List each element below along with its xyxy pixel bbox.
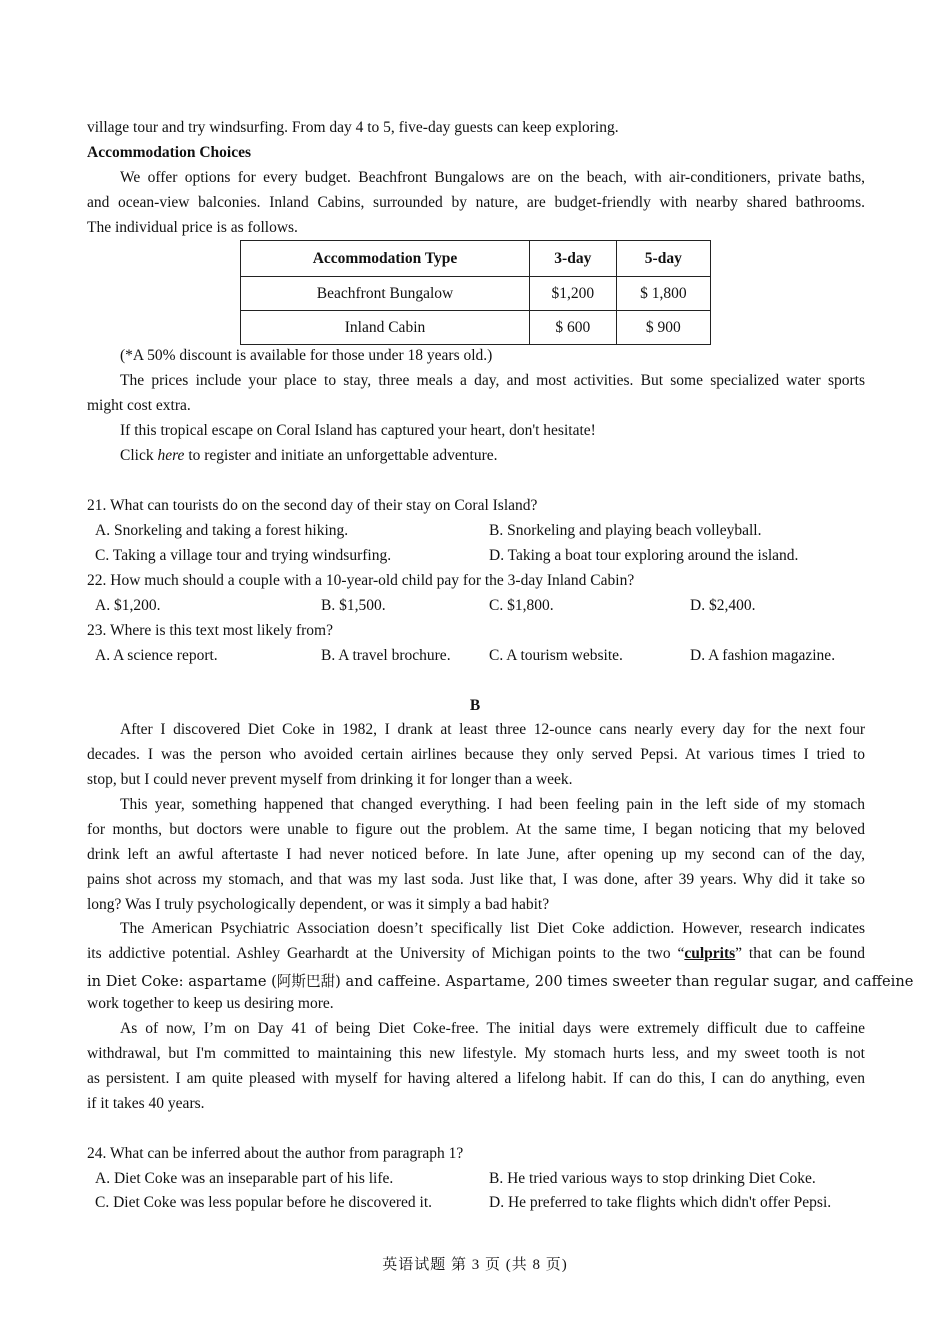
register-link[interactable]: here <box>157 447 185 464</box>
passage-b-line: After I discovered Diet Coke in 1982, I drank at least three 12-ounce cans nearly every day for the next four <box>120 721 865 738</box>
passage-b-line: work together to keep us desiring more. <box>87 995 334 1012</box>
passage-a-intro-tail: village tour and try windsurfing. From day 4 to 5, five-day guests can keep exploring. <box>87 119 619 136</box>
passage-b-label: B <box>469 697 481 714</box>
passage-b-line: long? Was I truly psychologically dependent, or was it simply a bad habit? <box>87 896 550 913</box>
click-suffix: to register and initiate an unforgettable adventure. <box>184 447 498 464</box>
price-table <box>240 240 711 345</box>
passage-b-line: drink left an awful aftertaste I had never noticed before. In late June, after opening up my second can of the day, <box>87 846 865 863</box>
question-21-stem: 21. What can tourists do on the second day of their stay on Coral Island? <box>87 497 538 514</box>
accommodation-text-line: and ocean-view balconies. Inland Cabins, surrounded by nature, are budget-friendly with nearby shared bathrooms. <box>87 194 865 211</box>
passage-b-line: withdrawal, but I'm committed to maintaining this new lifestyle. My stomach hurts less, and my sweet tooth is not <box>87 1045 865 1062</box>
passage-b-line: in Diet Coke: aspartame (阿斯巴甜) and caffeine. Aspartame, 200 times sweeter than regular sugar, and caffeine <box>87 973 914 990</box>
passage-b-line: stop, but I could never prevent myself from drinking it for longer than a week. <box>87 771 573 788</box>
header-cell: 3-day <box>530 241 617 277</box>
question-24-option-a[interactable]: A. Diet Coke was an inseparable part of his life. <box>95 1170 394 1187</box>
p3-l2-post: ” that can be found <box>735 945 865 962</box>
passage-b-line <box>87 945 865 963</box>
question-21-option-a[interactable]: A. Snorkeling and taking a forest hiking. <box>95 522 349 539</box>
question-22-option-b[interactable]: B. $1,500. <box>321 597 386 614</box>
accommodation-heading: Accommodation Choices <box>87 144 252 161</box>
question-24-option-c[interactable]: C. Diet Coke was less popular before he discovered it. <box>95 1194 433 1211</box>
question-21-option-b[interactable]: B. Snorkeling and playing beach volleyball. <box>489 522 762 539</box>
table-header-row <box>241 241 711 277</box>
question-23-option-c[interactable]: C. A tourism website. <box>489 647 623 664</box>
click-prefix: Click <box>120 447 158 464</box>
table-cell: $ 900 <box>616 311 710 345</box>
passage-b-line: As of now, I’m on Day 41 of being Diet Coke-free. The initial days were extremely difficult due to caffeine <box>120 1020 865 1037</box>
passage-b-line: if it takes 40 years. <box>87 1095 205 1112</box>
escape-text: If this tropical escape on Coral Island has captured your heart, don't hesitate! <box>120 422 596 439</box>
page-footer: 英语试题 第 3 页 (共 8 页) <box>382 1257 568 1273</box>
prices-text-line: The prices include your place to stay, three meals a day, and most activities. But some specialized water sports <box>120 372 865 389</box>
table-cell: $1,200 <box>530 277 617 311</box>
accommodation-text-line: We offer options for every budget. Beachfront Bungalows are on the beach, with air-conditioners, private baths, <box>120 169 865 186</box>
question-21-option-c[interactable]: C. Taking a village tour and trying windsurfing. <box>95 547 392 564</box>
passage-b-line: as persistent. I am quite pleased with myself for having altered a lifelong habit. If can do this, I can do anything, even <box>87 1070 865 1087</box>
passage-b-line: This year, something happened that changed everything. I had been feeling pain in the left side of my stomach <box>120 796 865 813</box>
passage-b-line: decades. I was the person who avoided certain airlines because they only served Pepsi. At various times I tried to <box>87 746 865 763</box>
passage-b-line: for months, but doctors were unable to figure out the problem. At the same time, I began noticing that my beloved <box>87 821 865 838</box>
table-row <box>241 277 711 311</box>
passage-b-line: pains shot across my stomach, and that was my last soda. Just like that, I was done, after 39 years. Why did it take so <box>87 871 865 888</box>
culprits-keyword: culprits <box>684 945 736 962</box>
question-22-option-d[interactable]: D. $2,400. <box>690 597 756 614</box>
table-cell: $ 600 <box>530 311 617 345</box>
question-23-stem: 23. Where is this text most likely from? <box>87 622 333 639</box>
prices-text-line: might cost extra. <box>87 397 191 414</box>
question-24-option-b[interactable]: B. He tried various ways to stop drinking Diet Coke. <box>489 1170 816 1187</box>
discount-note: (*A 50% discount is available for those under 18 years old.) <box>120 347 493 364</box>
question-22-stem: 22. How much should a couple with a 10-year-old child pay for the 3-day Inland Cabin? <box>87 572 635 589</box>
question-24-option-d[interactable]: D. He preferred to take flights which didn't offer Pepsi. <box>489 1194 832 1211</box>
question-23-option-d[interactable]: D. A fashion magazine. <box>690 647 836 664</box>
question-23-option-b[interactable]: B. A travel brochure. <box>321 647 451 664</box>
passage-b-line: The American Psychiatric Association doesn’t specifically list Diet Coke addiction. However, research indicates <box>120 920 865 937</box>
question-24-stem: 24. What can be inferred about the author from paragraph 1? <box>87 1145 464 1162</box>
p3-l2-pre: its addictive potential. Ashley Gearhardt at the University of Michigan points to the two “ <box>87 945 685 962</box>
question-21-option-d[interactable]: D. Taking a boat tour exploring around the island. <box>489 547 799 564</box>
question-22-option-a[interactable]: A. $1,200. <box>95 597 161 614</box>
question-22-option-c[interactable]: C. $1,800. <box>489 597 554 614</box>
header-cell: 5-day <box>616 241 710 277</box>
accommodation-text-line: The individual price is as follows. <box>87 219 298 236</box>
header-cell: Accommodation Type <box>241 241 530 277</box>
question-23-option-a[interactable]: A. A science report. <box>95 647 218 664</box>
table-row <box>241 311 711 345</box>
table-cell: Beachfront Bungalow <box>241 277 530 311</box>
register-text <box>120 447 497 465</box>
table-cell: $ 1,800 <box>616 277 710 311</box>
table-cell: Inland Cabin <box>241 311 530 345</box>
